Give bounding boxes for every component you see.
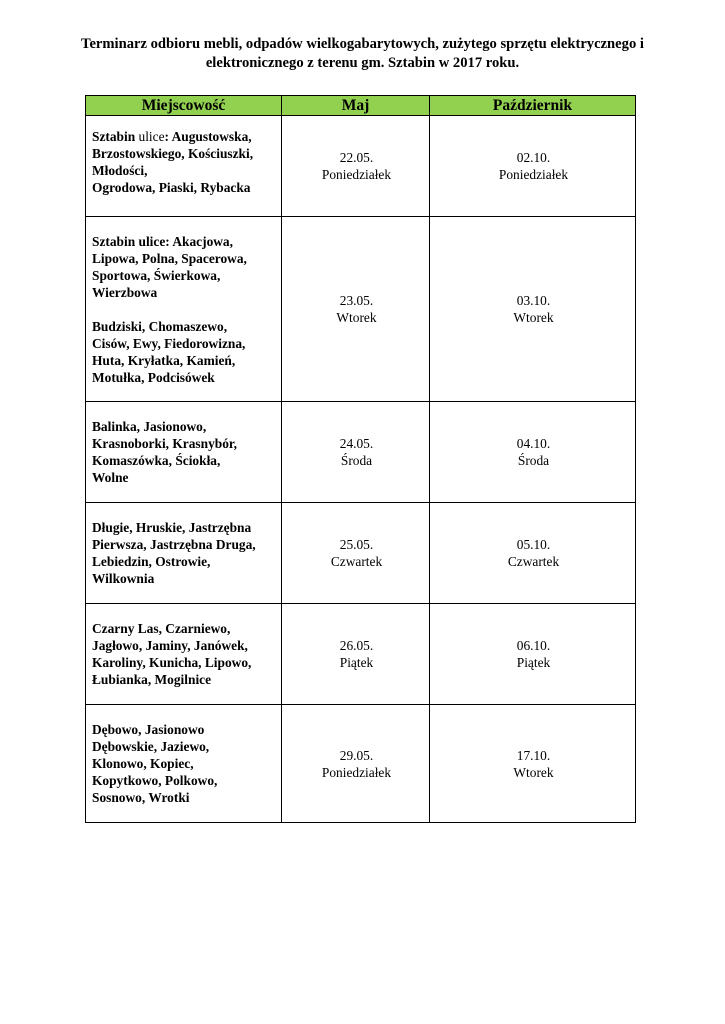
location-line: Lebiedzin, Ostrowie, [92,554,211,569]
location-cell [86,503,282,604]
location-line: Sosnowo, Wrotki [92,790,190,805]
date: 06.10. [516,638,551,653]
october-date-cell [430,705,636,823]
location-line: Lipowa, Polna, Spacerowa, [92,251,247,266]
location-cell [86,705,282,823]
date: 24.05. [339,436,374,451]
location-line-part: ulice [135,129,165,144]
location-line: Huta, Kryłatka, Kamień, [92,353,236,368]
date: 02.10. [516,150,551,165]
location-line: Motułka, Podcisówek [92,370,215,385]
weekday: Poniedziałek [321,167,392,182]
october-date-cell [430,402,636,503]
location-line: Łubianka, Mogilnice [92,672,212,687]
may-date-cell [282,116,430,217]
table-row [86,402,636,503]
may-date-cell [282,503,430,604]
weekday: Środa [340,453,373,468]
location-line: Dębowskie, Jaziewo, [92,739,210,754]
location-line: Karoliny, Kunicha, Lipowo, [92,655,252,670]
location-line: Balinka, Jasionowo, [92,419,207,434]
header-location: Miejscowość [86,96,282,116]
date: 25.05. [339,537,374,552]
location-line: Czarny Las, Czarniewo, [92,621,231,636]
october-date-cell [430,604,636,705]
location-line: Ogrodowa, Piaski, Rybacka [92,180,251,195]
location-cell [86,604,282,705]
weekday: Wtorek [513,764,554,780]
weekday: Czwartek [507,554,560,569]
header-october: Październik [430,96,636,116]
weekday: Czwartek [330,554,383,569]
weekday: Poniedziałek [321,764,392,780]
weekday: Piątek [339,655,374,670]
date: 23.05. [339,293,374,308]
date: 17.10. [516,747,551,763]
location-line: Sztabin ulice: Akacjowa, [92,234,233,249]
october-date-cell [430,217,636,402]
date: 22.05. [339,150,374,165]
weekday: Wtorek [336,310,377,325]
date: 05.10. [516,537,551,552]
location-line: Pierwsza, Jastrzębna Druga, [92,537,256,552]
weekday: Piątek [516,655,551,670]
title-line-2: elektronicznego z terenu gm. Sztabin w 2017 roku. [205,55,520,71]
location-line: Komaszówka, Ściokła, [92,453,221,468]
may-date-cell [282,705,430,823]
header-may: Maj [282,96,430,116]
location-cell [86,217,282,402]
location-line [92,128,277,145]
may-date-cell [282,604,430,705]
location-line: Krasnoborki, Krasnybór, [92,436,237,451]
location-cell [86,116,282,217]
weekday: Środa [517,453,550,468]
title-line-1: Terminarz odbioru mebli, odpadów wielkogabarytowych, zużytego sprzętu elektrycznego i [81,36,644,52]
line-spacer [92,301,277,318]
date: 04.10. [516,436,551,451]
location-line: Wilkownia [92,571,155,586]
location-line: Młodości, [92,163,148,178]
table-row [86,116,636,217]
date: 03.10. [516,293,551,308]
location-line: Wierzbowa [92,285,158,300]
table-row [86,604,636,705]
date: 26.05. [339,638,374,653]
location-line: Wolne [92,470,129,485]
location-line: Budziski, Chomaszewo, [92,319,228,334]
location-line-part: : Augustowska, [164,129,252,144]
date: 29.05. [339,747,374,763]
may-date-cell [282,402,430,503]
location-line: Brzostowskiego, Kościuszki, [92,146,254,161]
location-line: Jagłowo, Jaminy, Janówek, [92,638,248,653]
table-row [86,503,636,604]
location-line: Dębowo, Jasionowo [92,722,205,737]
location-cell [86,402,282,503]
october-date-cell [430,503,636,604]
table-row [86,705,636,823]
location-line: Cisów, Ewy, Fiedorowizna, [92,336,246,351]
location-line: Sportowa, Świerkowa, [92,268,221,283]
october-date-cell [430,116,636,217]
document-title [20,35,705,73]
table-row [86,217,636,402]
weekday: Poniedziałek [498,167,569,182]
location-line-part: Sztabin [92,129,136,144]
weekday: Wtorek [513,310,554,325]
may-date-cell [282,217,430,402]
location-line: Kopytkowo, Polkowo, [92,773,218,788]
schedule-table [85,95,636,823]
header-row [86,96,636,116]
location-line: Klonowo, Kopiec, [92,756,194,771]
location-line: Długie, Hruskie, Jastrzębna [92,520,252,535]
